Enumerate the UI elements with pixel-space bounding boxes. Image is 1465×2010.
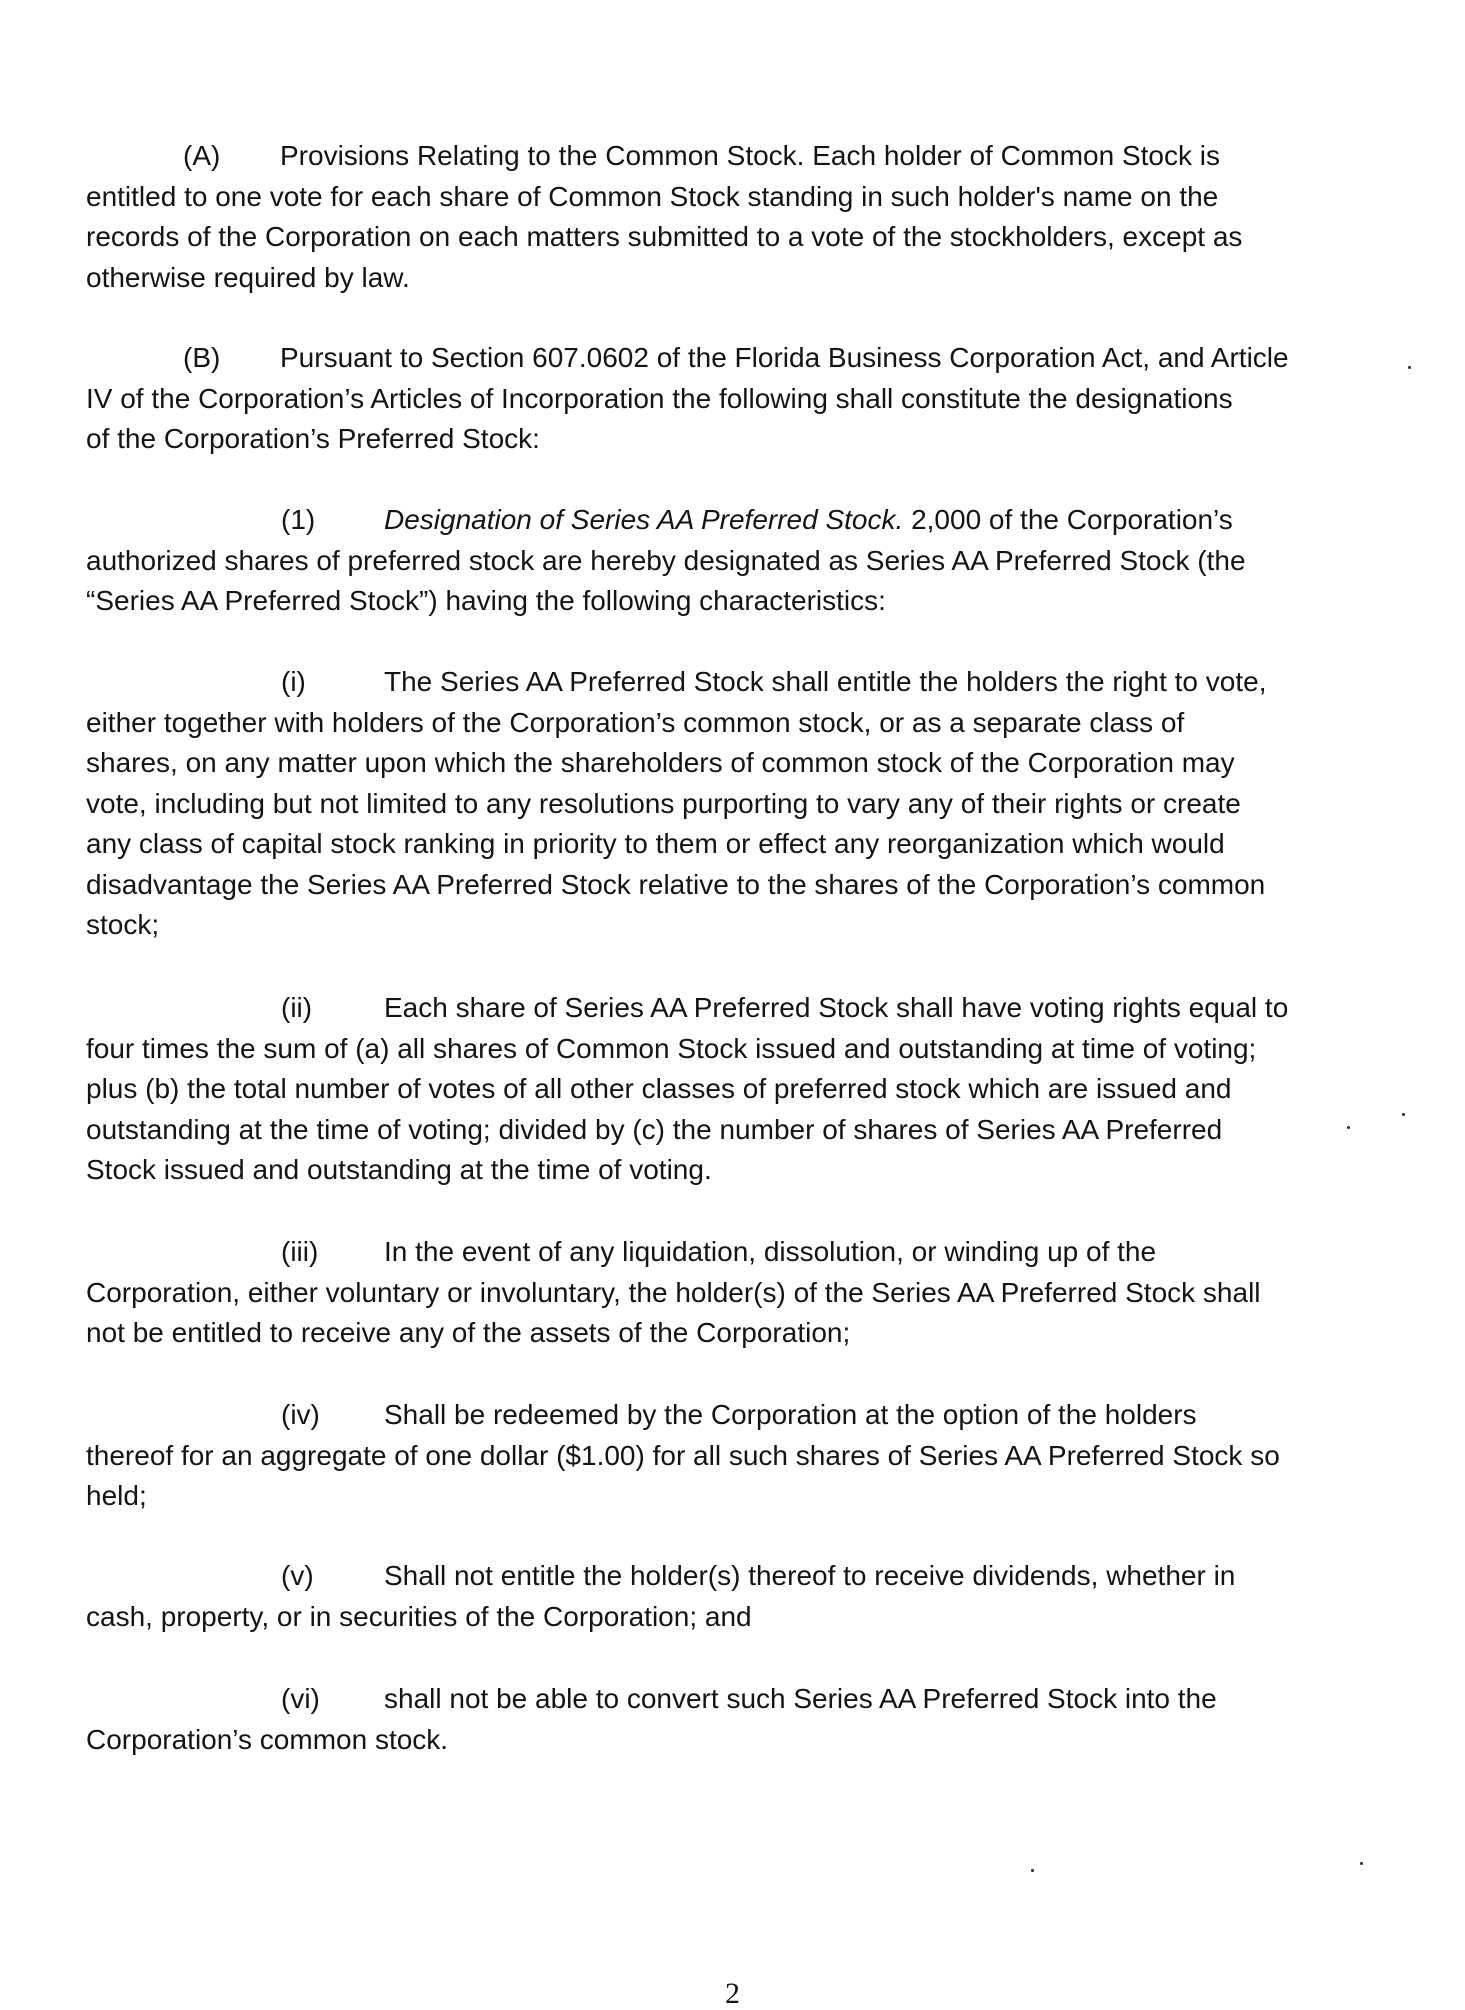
paragraph-1-line-3: “Series AA Preferred Stock”) having the following characteristics: — [86, 585, 886, 616]
paragraph-b-line-1 — [86, 338, 1386, 379]
paragraph-i-line-7: stock; — [86, 909, 160, 940]
paragraph-iv-line-3: held; — [86, 1480, 147, 1511]
paragraph-iii-line-1 — [86, 1232, 1386, 1273]
paragraph-a-text: Each holder of Common Stock is — [804, 140, 1220, 171]
paragraph-vi-text: shall not be able to convert such Series AA Preferred Stock into the — [384, 1683, 1217, 1714]
paragraph-b-label: (B) — [183, 342, 221, 373]
paragraph-iii-line-3: not be entitled to receive any of the assets of the Corporation; — [86, 1317, 851, 1348]
paragraph-ii-text: Each share of Series AA Preferred Stock shall have voting rights equal to — [384, 992, 1289, 1023]
paragraph-a-label: (A) — [183, 140, 221, 171]
paragraph-iv-text: Shall be redeemed by the Corporation at the option of the holders — [384, 1399, 1197, 1430]
paragraph-a-line-1 — [86, 136, 1386, 177]
paragraph-b-line-2: IV of the Corporation’s Articles of Incorporation the following shall constitute the designations — [86, 382, 1233, 414]
paragraph-ii-line-3: plus (b) the total number of votes of all other classes of preferred stock which are issued and — [86, 1073, 1232, 1104]
paragraph-1-label: (1) — [281, 504, 316, 535]
paragraph-b-text: Pursuant to Section 607.0602 of the Florida Business Corporation Act, and Article — [280, 342, 1289, 373]
paragraph-ii — [86, 988, 1386, 1191]
paragraph-a — [86, 136, 1386, 298]
paragraph-iv — [86, 1395, 1386, 1517]
paragraph-ii-label: (ii) — [281, 992, 313, 1023]
paragraph-i-text: The Series AA Preferred Stock shall entitle the holders the right to vote, — [384, 666, 1267, 697]
paragraph-v — [86, 1556, 1386, 1637]
paragraph-v-text: Shall not entitle the holder(s) thereof to receive dividends, whether in — [384, 1560, 1236, 1591]
paragraph-a-title: Provisions Relating to the Common Stock. — [280, 140, 805, 171]
paragraph-vi-label: (vi) — [281, 1683, 320, 1714]
scan-speck — [1408, 366, 1411, 369]
paragraph-a-line-2: entitled to one vote for each share of Common Stock standing in such holder's name on the — [86, 180, 1219, 212]
paragraph-1-text: 2,000 of the Corporation’s — [903, 504, 1233, 535]
paragraph-i-line-2: either together with holders of the Corporation’s common stock, or as a separate class of — [86, 706, 1185, 738]
paragraph-i-line-3: shares, on any matter upon which the shareholders of common stock of the Corporation may — [86, 747, 1235, 778]
paragraph-v-label: (v) — [281, 1560, 314, 1591]
paragraph-b — [86, 338, 1386, 460]
paragraph-iv-line-2: thereof for an aggregate of one dollar ($1.00) for all such shares of Series AA Preferred Stock so — [86, 1439, 1280, 1471]
paragraph-iii-line-2: Corporation, either voluntary or involuntary, the holder(s) of the Series AA Preferred Stock shall — [86, 1276, 1261, 1308]
paragraph-iv-line-1 — [86, 1395, 1386, 1436]
page-number: 2 — [725, 1977, 740, 2010]
paragraph-vi-line-1 — [86, 1679, 1386, 1720]
paragraph-a-line-4: otherwise required by law. — [86, 261, 410, 293]
paragraph-ii-line-5: Stock issued and outstanding at the time of voting. — [86, 1154, 712, 1185]
paragraph-i-line-6: disadvantage the Series AA Preferred Stock relative to the shares of the Corporation’s common — [86, 868, 1266, 900]
paragraph-vi-line-2: Corporation’s common stock. — [86, 1723, 449, 1755]
paragraph-ii-line-2: four times the sum of (a) all shares of Common Stock issued and outstanding at time of voting; — [86, 1032, 1257, 1064]
paragraph-ii-line-1 — [86, 988, 1386, 1029]
paragraph-1 — [86, 500, 1386, 622]
paragraph-iii-text: In the event of any liquidation, dissolution, or winding up of the — [384, 1236, 1157, 1267]
paragraph-i-line-5: any class of capital stock ranking in priority to them or effect any reorganization which would — [86, 828, 1225, 859]
paragraph-i — [86, 662, 1386, 946]
scan-speck — [1360, 1862, 1363, 1865]
scan-speck — [1402, 1113, 1405, 1116]
paragraph-v-line-2: cash, property, or in securities of the Corporation; and — [86, 1600, 752, 1632]
paragraph-iii — [86, 1232, 1386, 1354]
paragraph-b-line-3: of the Corporation’s Preferred Stock: — [86, 423, 540, 454]
paragraph-i-line-4: vote, including but not limited to any resolutions purporting to vary any of their rights or create — [86, 787, 1241, 819]
paragraph-i-line-1 — [86, 662, 1386, 703]
paragraph-v-line-1 — [86, 1556, 1386, 1597]
scan-speck — [1347, 1126, 1350, 1129]
paragraph-iv-label: (iv) — [281, 1399, 320, 1430]
paragraph-vi — [86, 1679, 1386, 1760]
paragraph-1-line-1 — [86, 500, 1386, 541]
paragraph-iii-label: (iii) — [281, 1236, 319, 1267]
paragraph-i-label: (i) — [281, 666, 306, 697]
paragraph-1-title: Designation of Series AA Preferred Stock. — [384, 504, 904, 535]
paragraph-ii-line-4: outstanding at the time of voting; divided by (c) the number of shares of Series AA Preferred — [86, 1113, 1223, 1145]
scan-speck — [1031, 1869, 1034, 1872]
paragraph-1-line-2: authorized shares of preferred stock are hereby designated as Series AA Preferred Stock (the — [86, 544, 1246, 576]
paragraph-a-line-3: records of the Corporation on each matters submitted to a vote of the stockholders, except as — [86, 221, 1243, 252]
